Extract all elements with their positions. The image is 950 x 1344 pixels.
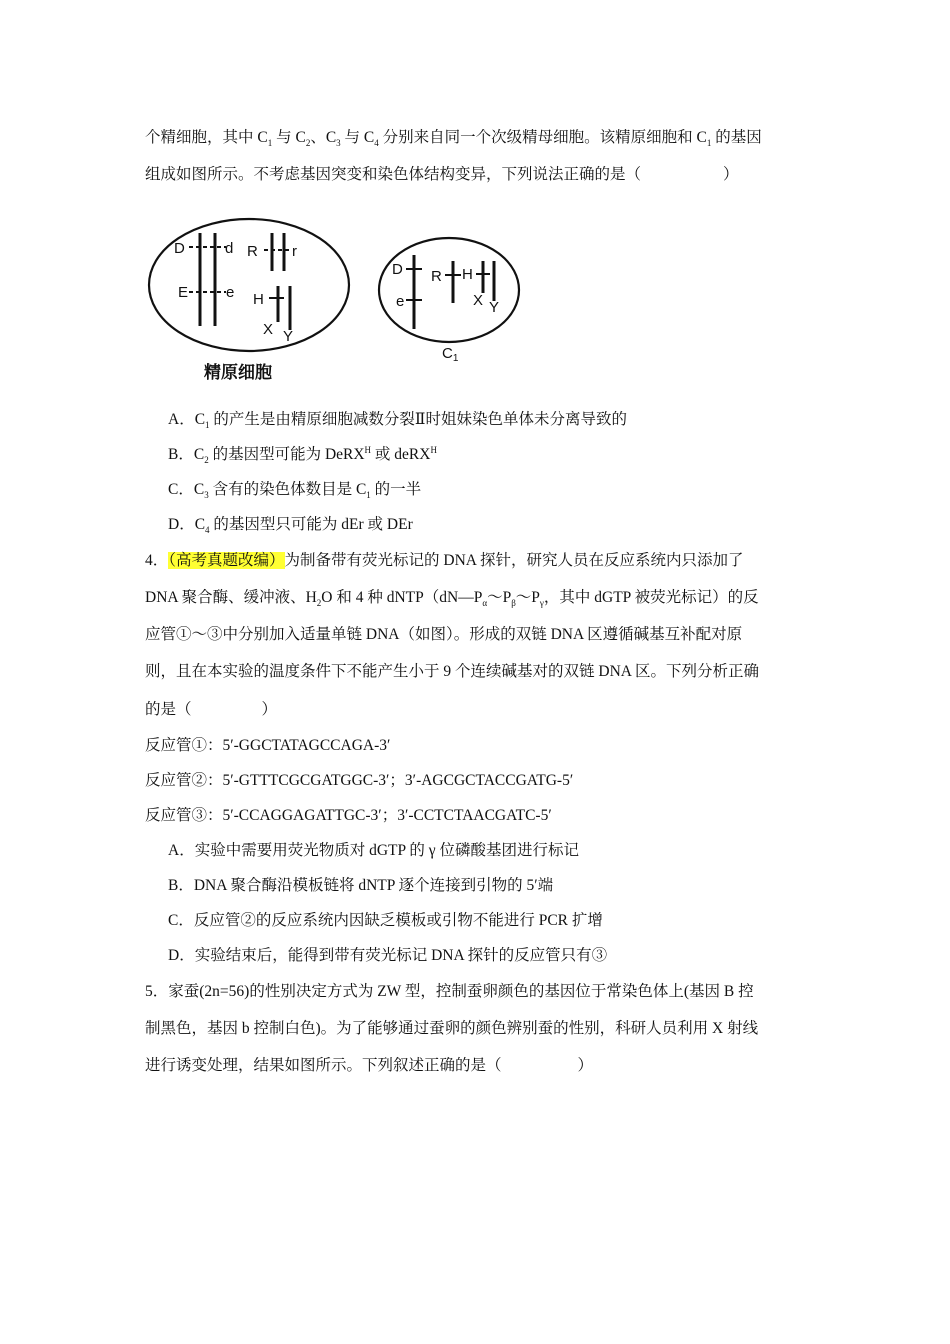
gene-label-E: E [178, 284, 189, 301]
c1-caption: $C_1$ [442, 345, 459, 364]
q4-option-c: C．反应管②的反应系统内因缺乏模板或引物不能进行 PCR 扩增 [168, 912, 603, 929]
q4-line-3: 应管①～③中分别加入适量单链 DNA（如图）。形成的双链 DNA 区遵循碱基互补配对原 [145, 626, 743, 643]
gene-label-Y: Y [283, 328, 294, 345]
cell-figure [140, 208, 530, 388]
q3-option-b: B．$C_2$ 的基因型可能为 DeRX$^H$ 或 deRX$^H$ [168, 444, 437, 466]
c1-gene-label-R: R [431, 268, 442, 285]
q4-line-1: 4．（高考真题改编）为制备带有荧光标记的 DNA 探针，研究人员在反应系统内只添加了 [145, 552, 744, 569]
q5-line-2: 制黑色，基因 b 控制白色)。为了能够通过蚕卵的颜色辨别蚕的性别，科研人员利用 X 射线 [145, 1020, 759, 1037]
q3-option-a: A．$C_1$ 的产生是由精原细胞减数分裂Ⅱ时姐妹染色单体未分离导致的 [168, 411, 627, 431]
c1-gene-label-X: X [473, 292, 484, 309]
spermatogonium-caption: 精原细胞 [204, 363, 272, 382]
gene-label-D: D [174, 240, 185, 257]
q4-tube-3: 反应管③：5′-CCAGGAGATTGC-3′；3′-CCTCTAACGATC-5′ [145, 807, 552, 824]
c1-gene-label-D: D [392, 261, 403, 278]
gene-label-H: H [253, 291, 264, 308]
gene-label-r: r [292, 243, 297, 260]
q4-option-b: B．DNA 聚合酶沿模板链将 dNTP 逐个连接到引物的 5′端 [168, 877, 554, 894]
c1-cell [379, 238, 519, 342]
q5-line-3: 进行诱变处理，结果如图所示。下列叙述正确的是（ ） [145, 1057, 594, 1074]
gene-label-X: X [263, 321, 274, 338]
gene-label-d: d [225, 240, 234, 257]
gene-label-e: e [226, 284, 235, 301]
q4-line-4: 则，且在本实验的温度条件下不能产生小于 9 个连续碱基对的双链 DNA 区。下列分析正确 [145, 663, 759, 680]
c1-gene-label-Y: Y [489, 299, 500, 316]
q3-option-c: C．$C_3$ 含有的染色体数目是 $C_1$ 的一半 [168, 481, 422, 501]
q4-tube-1: 反应管①：5′-GGCTATAGCCAGA-3′ [145, 737, 391, 754]
intro-line-2: 组成如图所示。不考虑基因突变和染色体结构变异，下列说法正确的是（ ） [145, 166, 739, 183]
c1-gene-label-H: H [462, 266, 473, 283]
c1-gene-label-e: e [396, 293, 405, 310]
q5-line-1: 5．家蚕(2n=56)的性别决定方式为 ZW 型，控制蚕卵颜色的基因位于常染色体上(基因 B 控 [145, 983, 754, 1000]
q4-option-d: D．实验结束后，能得到带有荧光标记 DNA 探针的反应管只有③ [168, 947, 608, 964]
q4-line-5: 的是（ ） [145, 701, 278, 718]
source-tag: （高考真题改编） [168, 552, 285, 569]
q4-line-2: DNA 聚合酶、缓冲液、$H_2O$ 和 4 种 $dNTP(dN—P_\alpha\sim P_\beta\sim P_\gamma$，其中 dGTP 被荧光标记）的反 [145, 589, 759, 609]
q4-option-a: A．实验中需要用荧光物质对 dGTP 的 γ 位磷酸基团进行标记 [168, 842, 580, 859]
intro-line-1: 个精细胞，其中 $C_1$ 与 $C_2$、$C_3$ 与 $C_4$ 分别来自同一个次级精母细胞。该精原细胞和 $C_1$ 的基因 [145, 129, 762, 149]
q3-option-d: D．$C_4$ 的基因型只可能为 dEr 或 DEr [168, 516, 413, 536]
gene-label-R: R [247, 243, 258, 260]
q4-tube-2: 反应管②：5′-GTTTCGCGATGGC-3′；3′-AGCGCTACCGATG-5′ [145, 772, 574, 789]
